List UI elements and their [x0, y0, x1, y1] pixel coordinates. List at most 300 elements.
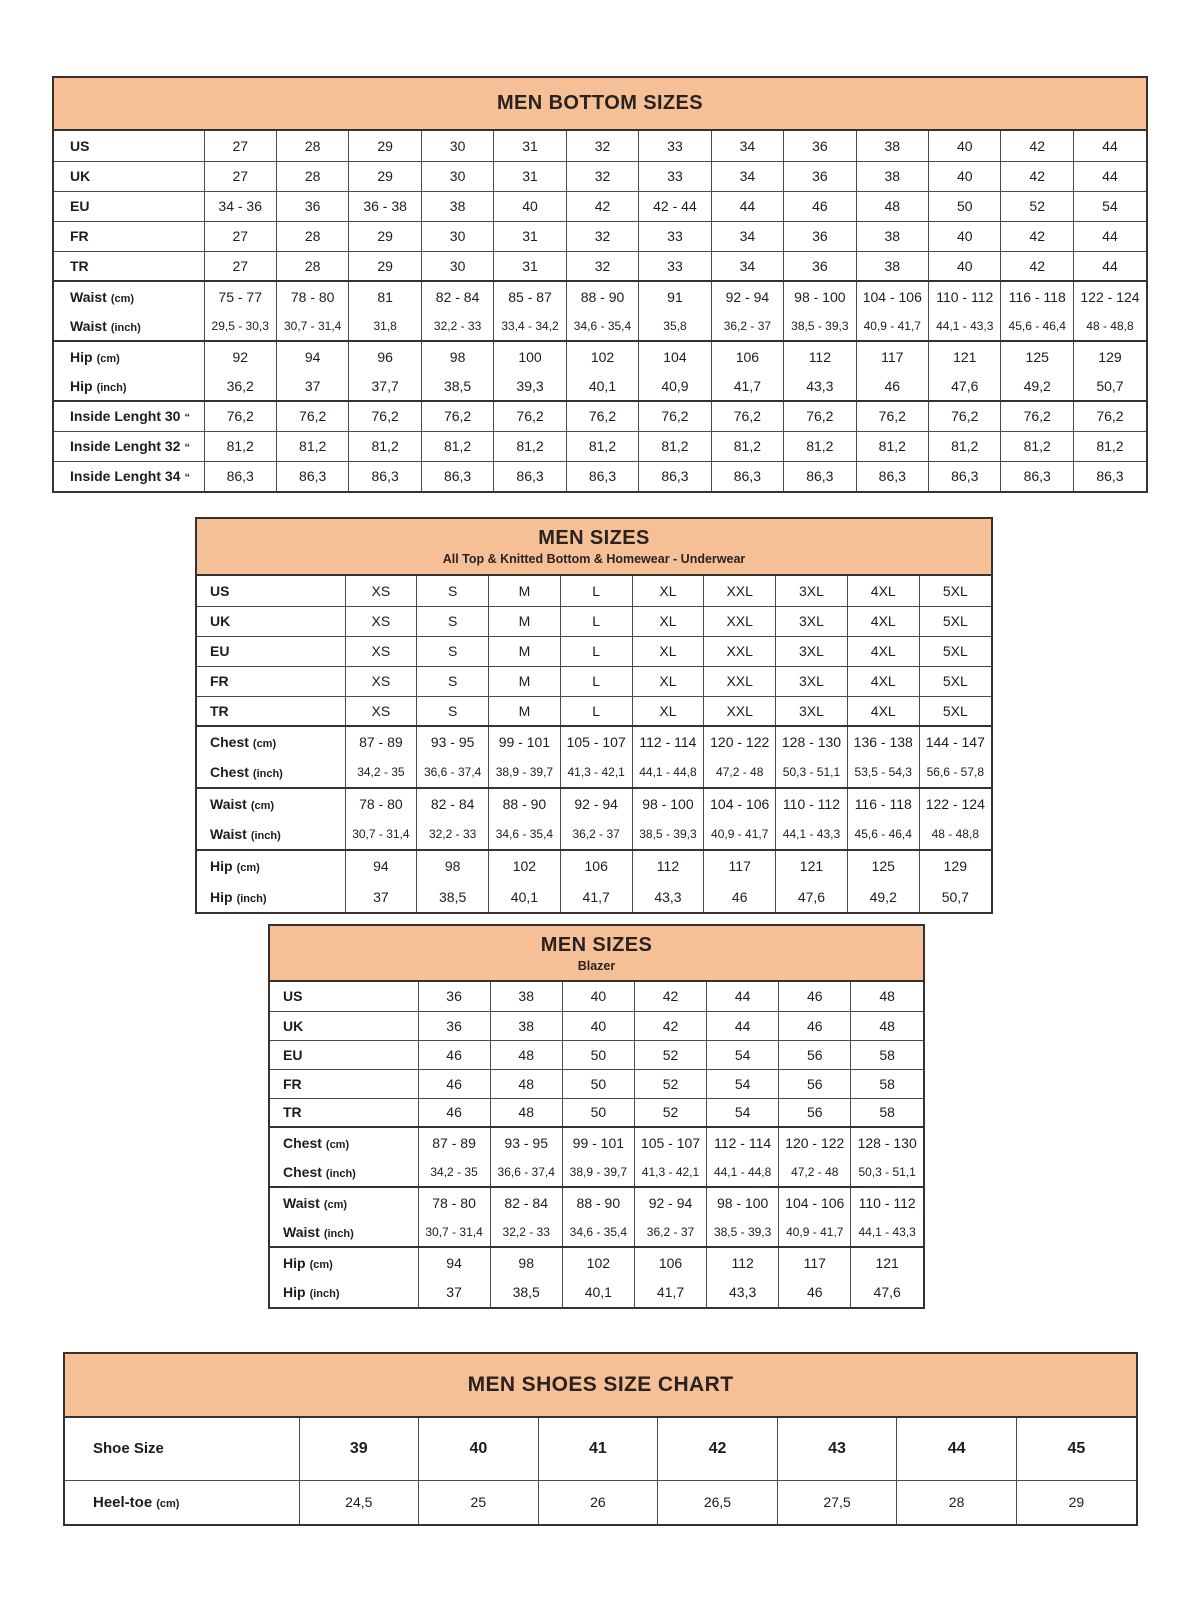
row-label: TR [70, 257, 89, 274]
table-row [54, 371, 1146, 401]
value-cell: 129 [1073, 341, 1146, 371]
value-cell: 56,6 - 57,8 [919, 757, 991, 788]
table-row [197, 726, 991, 757]
value-cell: 37 [418, 1277, 490, 1307]
row-label: Chest [210, 734, 249, 750]
value-cell: 52 [634, 1098, 706, 1127]
value-cell: 29 [349, 251, 421, 281]
value-cell: 128 - 130 [851, 1127, 923, 1157]
value-cell: 25 [419, 1480, 539, 1524]
value-cell: 3XL [776, 696, 848, 726]
value-cell: 92 - 94 [711, 281, 783, 311]
table-header [54, 78, 1146, 131]
value-cell: 3XL [776, 606, 848, 636]
value-cell: 48 [851, 982, 923, 1011]
value-cell: L [560, 576, 632, 606]
value-cell: 46 [418, 1069, 490, 1098]
value-cell: 81,2 [349, 431, 421, 461]
table-row [270, 1217, 923, 1247]
value-cell: 32 [566, 251, 638, 281]
value-cell: 38 [490, 1011, 562, 1040]
value-cell: 112 - 114 [632, 726, 704, 757]
value-cell: 75 - 77 [204, 281, 276, 311]
men-sizes-blazer-table [268, 924, 925, 1309]
men-bottom-sizes-table [52, 76, 1148, 493]
value-cell: 33 [639, 251, 711, 281]
row-label-cell [270, 1277, 418, 1307]
value-cell: 86,3 [421, 461, 493, 491]
table-subtitle: Blazer [577, 958, 616, 973]
value-cell: 98 - 100 [632, 788, 704, 819]
value-cell: 76,2 [276, 401, 348, 431]
row-unit: (cm) [110, 292, 135, 305]
value-cell: 5XL [919, 606, 991, 636]
value-cell: 98 [417, 850, 489, 881]
value-cell: 104 - 106 [704, 788, 776, 819]
value-cell: 34,2 - 35 [418, 1157, 490, 1187]
value-cell: 48 [851, 1011, 923, 1040]
table-row [197, 636, 991, 666]
row-label: Waist [210, 826, 247, 842]
value-cell: 54 [707, 1069, 779, 1098]
value-cell: L [560, 636, 632, 666]
value-cell: XXL [704, 576, 776, 606]
value-cell: 76,2 [1073, 401, 1146, 431]
value-cell: 86,3 [1073, 461, 1146, 491]
value-cell: 29 [1016, 1480, 1136, 1524]
value-cell: 36,2 - 37 [560, 819, 632, 850]
value-cell: 28 [276, 131, 348, 161]
value-cell: 27,5 [777, 1480, 897, 1524]
row-label: Hip [283, 1254, 306, 1271]
row-label: UK [70, 168, 91, 184]
row-label: Chest [283, 1163, 322, 1180]
value-cell: 121 [851, 1247, 923, 1277]
row-label: Waist [283, 1223, 320, 1240]
row-label: EU [283, 1046, 303, 1063]
value-cell: L [560, 606, 632, 636]
row-unit: “ [184, 442, 190, 454]
value-cell: 76,2 [711, 401, 783, 431]
men-sizes-tops-table [195, 517, 993, 914]
value-cell: XXL [704, 636, 776, 666]
table-row [54, 431, 1146, 461]
value-cell: 82 - 84 [421, 281, 493, 311]
value-cell: 46 [779, 982, 851, 1011]
table-row [270, 982, 923, 1011]
value-cell: 30,7 - 31,4 [276, 311, 348, 341]
row-label-cell [54, 341, 204, 371]
value-cell: 58 [851, 1069, 923, 1098]
value-cell: 32 [566, 131, 638, 161]
value-cell: 34 - 36 [204, 191, 276, 221]
value-cell: 86,3 [711, 461, 783, 491]
table-row [270, 1247, 923, 1277]
value-cell: 50,7 [1073, 371, 1146, 401]
value-cell: 81,2 [1073, 431, 1146, 461]
value-cell: 48 [490, 1069, 562, 1098]
value-cell: 36 [784, 131, 856, 161]
value-cell: 47,6 [851, 1277, 923, 1307]
value-cell: 36 [418, 1011, 490, 1040]
row-label-cell [270, 1098, 418, 1127]
value-cell: 99 - 101 [562, 1127, 634, 1157]
row-label-cell [197, 576, 345, 606]
value-cell: 28 [897, 1480, 1017, 1524]
value-cell: 125 [847, 850, 919, 881]
row-label-cell [197, 881, 345, 912]
value-cell: 110 - 112 [929, 281, 1001, 311]
value-cell: 56 [779, 1098, 851, 1127]
row-label-cell [270, 1217, 418, 1247]
value-cell: 4XL [847, 576, 919, 606]
value-cell: L [560, 666, 632, 696]
row-label-cell [54, 311, 204, 341]
value-cell: 81,2 [639, 431, 711, 461]
value-cell: 44,1 - 43,3 [929, 311, 1001, 341]
value-cell: 98 [490, 1247, 562, 1277]
value-cell: 46 [779, 1011, 851, 1040]
value-cell: 24,5 [299, 1480, 419, 1524]
value-cell: 120 - 122 [779, 1127, 851, 1157]
value-cell: 47,2 - 48 [704, 757, 776, 788]
value-cell: 38,5 - 39,3 [632, 819, 704, 850]
value-cell: 122 - 124 [1073, 281, 1146, 311]
value-cell: 36,6 - 37,4 [490, 1157, 562, 1187]
value-cell: 37 [345, 881, 417, 912]
row-label: Inside Lenght 34 [70, 468, 181, 485]
value-cell: 44 [711, 191, 783, 221]
value-cell: 36,2 - 37 [634, 1217, 706, 1247]
value-cell: 34 [711, 161, 783, 191]
value-cell: 41,7 [560, 881, 632, 912]
value-cell: 5XL [919, 666, 991, 696]
row-label: Heel-toe [93, 1493, 153, 1511]
value-cell: 29 [349, 131, 421, 161]
value-cell: 42 [658, 1418, 778, 1480]
value-cell: 26 [538, 1480, 658, 1524]
value-cell: 4XL [847, 606, 919, 636]
value-cell: 92 - 94 [634, 1187, 706, 1217]
row-label-cell [270, 982, 418, 1011]
value-cell: 52 [1001, 191, 1073, 221]
value-cell: 34 [711, 221, 783, 251]
value-cell: M [489, 606, 561, 636]
value-cell: 34 [711, 131, 783, 161]
value-cell: XL [632, 696, 704, 726]
table-row [197, 696, 991, 726]
value-cell: 43,3 [784, 371, 856, 401]
value-cell: 38,5 [421, 371, 493, 401]
value-cell: 32,2 - 33 [417, 819, 489, 850]
value-cell: 81,2 [421, 431, 493, 461]
value-cell: 112 [707, 1247, 779, 1277]
table-row [270, 1040, 923, 1069]
value-cell: 81,2 [276, 431, 348, 461]
value-cell: M [489, 696, 561, 726]
value-cell: 86,3 [929, 461, 1001, 491]
value-cell: 33,4 - 34,2 [494, 311, 566, 341]
row-unit: (inch) [250, 830, 281, 842]
value-cell: 36,2 - 37 [711, 311, 783, 341]
value-cell: 86,3 [1001, 461, 1073, 491]
value-cell: 76,2 [929, 401, 1001, 431]
value-cell: 40 [562, 1011, 634, 1040]
value-cell: 106 [560, 850, 632, 881]
value-cell: 92 [204, 341, 276, 371]
table-row [270, 1187, 923, 1217]
row-unit: (inch) [323, 1227, 354, 1240]
table-row [197, 757, 991, 788]
value-cell: 32,2 - 33 [421, 311, 493, 341]
value-cell: XXL [704, 666, 776, 696]
value-cell: 38 [490, 982, 562, 1011]
value-cell: 102 [562, 1247, 634, 1277]
value-cell: 47,6 [776, 881, 848, 912]
value-cell: M [489, 636, 561, 666]
value-cell: 94 [418, 1247, 490, 1277]
value-cell: 3XL [776, 576, 848, 606]
row-label: Waist [210, 796, 247, 812]
value-cell: 43,3 [632, 881, 704, 912]
value-cell: 102 [489, 850, 561, 881]
value-cell: 3XL [776, 636, 848, 666]
table-header [65, 1354, 1136, 1418]
value-cell: 98 [421, 341, 493, 371]
row-label: TR [210, 702, 229, 719]
value-cell: 48 [856, 191, 928, 221]
row-label-cell [270, 1187, 418, 1217]
value-cell: 45,6 - 46,4 [847, 819, 919, 850]
value-cell: XS [345, 606, 417, 636]
table-title: MEN SIZES [540, 933, 653, 956]
row-unit: (inch) [309, 1288, 340, 1300]
value-cell: 86,3 [349, 461, 421, 491]
value-cell: 50,7 [919, 881, 991, 912]
row-unit: (cm) [236, 862, 260, 874]
value-cell: 81,2 [711, 431, 783, 461]
value-cell: XS [345, 696, 417, 726]
row-label: Inside Lenght 32 [70, 438, 181, 454]
value-cell: 46 [704, 881, 776, 912]
value-cell: 36 [784, 161, 856, 191]
table-row [270, 1011, 923, 1040]
row-label: Inside Lenght 30 [70, 408, 181, 425]
value-cell: 42 [566, 191, 638, 221]
row-label-cell [270, 1011, 418, 1040]
value-cell: 30 [421, 251, 493, 281]
value-cell: 46 [784, 191, 856, 221]
table-title: MEN BOTTOM SIZES [496, 92, 704, 114]
table-row [270, 1069, 923, 1098]
value-cell: 86,3 [639, 461, 711, 491]
value-cell: 44,1 - 43,3 [776, 819, 848, 850]
value-cell: 46 [418, 1098, 490, 1127]
row-label-cell [197, 606, 345, 636]
value-cell: 81,2 [1001, 431, 1073, 461]
table-row [197, 606, 991, 636]
row-label-cell [197, 666, 345, 696]
value-cell: XS [345, 636, 417, 666]
value-cell: 42 [1001, 221, 1073, 251]
value-cell: 54 [707, 1098, 779, 1127]
size-table [270, 982, 923, 1307]
row-unit: “ [184, 412, 190, 425]
value-cell: 36 [784, 251, 856, 281]
value-cell: 27 [204, 161, 276, 191]
value-cell: 93 - 95 [417, 726, 489, 757]
value-cell: 104 - 106 [779, 1187, 851, 1217]
value-cell: 121 [929, 341, 1001, 371]
row-unit: (inch) [96, 381, 127, 394]
value-cell: 76,2 [856, 401, 928, 431]
table-row [54, 221, 1146, 251]
value-cell: XXL [704, 696, 776, 726]
value-cell: 86,3 [494, 461, 566, 491]
row-label: Hip [210, 888, 233, 905]
value-cell: 44,1 - 43,3 [851, 1217, 923, 1247]
value-cell: 40,9 - 41,7 [779, 1217, 851, 1247]
value-cell: 78 - 80 [345, 788, 417, 819]
row-label-cell [270, 1247, 418, 1277]
value-cell: 31 [494, 161, 566, 191]
value-cell: 98 - 100 [784, 281, 856, 311]
value-cell: 50 [562, 1069, 634, 1098]
row-label-cell [54, 131, 204, 161]
value-cell: 42 [1001, 131, 1073, 161]
table-row [54, 341, 1146, 371]
value-cell: 99 - 101 [489, 726, 561, 757]
value-cell: XS [345, 576, 417, 606]
value-cell: 41 [538, 1418, 658, 1480]
value-cell: 112 - 114 [707, 1127, 779, 1157]
value-cell: 31,8 [349, 311, 421, 341]
value-cell: 45,6 - 46,4 [1001, 311, 1073, 341]
value-cell: 86,3 [856, 461, 928, 491]
row-label-cell [270, 1040, 418, 1069]
value-cell: 106 [711, 341, 783, 371]
table-row [54, 281, 1146, 311]
row-label-cell [54, 371, 204, 401]
value-cell: 34,2 - 35 [345, 757, 417, 788]
table-row [197, 881, 991, 912]
value-cell: 48 - 48,8 [919, 819, 991, 850]
value-cell: 117 [856, 341, 928, 371]
value-cell: 4XL [847, 636, 919, 666]
value-cell: 120 - 122 [704, 726, 776, 757]
table-row [65, 1418, 1136, 1480]
value-cell: 38,5 - 39,3 [707, 1217, 779, 1247]
row-label-cell [65, 1418, 299, 1480]
value-cell: 36 [418, 982, 490, 1011]
value-cell: XL [632, 576, 704, 606]
value-cell: 44 [707, 1011, 779, 1040]
value-cell: 88 - 90 [562, 1187, 634, 1217]
value-cell: 44,1 - 44,8 [632, 757, 704, 788]
row-label-cell [197, 636, 345, 666]
value-cell: 31 [494, 131, 566, 161]
value-cell: 56 [779, 1040, 851, 1069]
table-row [54, 251, 1146, 281]
table-row [270, 1277, 923, 1307]
row-label: UK [210, 613, 231, 629]
value-cell: 40 [929, 131, 1001, 161]
row-label-cell [65, 1480, 299, 1524]
row-label: EU [210, 643, 230, 659]
value-cell: 28 [276, 221, 348, 251]
value-cell: S [417, 696, 489, 726]
value-cell: 34,6 - 35,4 [562, 1217, 634, 1247]
value-cell: 56 [779, 1069, 851, 1098]
row-label-cell [54, 191, 204, 221]
value-cell: 104 - 106 [856, 281, 928, 311]
value-cell: 32,2 - 33 [490, 1217, 562, 1247]
value-cell: 76,2 [566, 401, 638, 431]
value-cell: 96 [349, 341, 421, 371]
row-label: FR [70, 228, 89, 244]
value-cell: 110 - 112 [851, 1187, 923, 1217]
value-cell: 91 [639, 281, 711, 311]
value-cell: 40,9 - 41,7 [704, 819, 776, 850]
row-label: Hip [70, 377, 93, 394]
value-cell: 5XL [919, 576, 991, 606]
value-cell: 58 [851, 1040, 923, 1069]
value-cell: 40,9 - 41,7 [856, 311, 928, 341]
value-cell: 40 [929, 161, 1001, 191]
value-cell: M [489, 576, 561, 606]
row-label: EU [70, 198, 90, 214]
value-cell: 88 - 90 [489, 788, 561, 819]
value-cell: 31 [494, 221, 566, 251]
value-cell: 38,9 - 39,7 [489, 757, 561, 788]
value-cell: 136 - 138 [847, 726, 919, 757]
value-cell: 78 - 80 [418, 1187, 490, 1217]
value-cell: 4XL [847, 696, 919, 726]
value-cell: 87 - 89 [418, 1127, 490, 1157]
row-label: Waist [70, 317, 107, 334]
value-cell: 34 [711, 251, 783, 281]
value-cell: 29,5 - 30,3 [204, 311, 276, 341]
value-cell: 38,5 - 39,3 [784, 311, 856, 341]
value-cell: 36 [784, 221, 856, 251]
value-cell: 44 [1073, 251, 1146, 281]
value-cell: 76,2 [1001, 401, 1073, 431]
value-cell: 38 [421, 191, 493, 221]
value-cell: 50 [562, 1040, 634, 1069]
table-subtitle: All Top & Knitted Bottom & Homewear - Underwear [442, 552, 746, 566]
value-cell: 116 - 118 [1001, 281, 1073, 311]
value-cell: 48 [490, 1098, 562, 1127]
row-unit: (cm) [309, 1258, 333, 1271]
row-label: US [70, 137, 90, 154]
value-cell: 30 [421, 161, 493, 191]
value-cell: 98 - 100 [707, 1187, 779, 1217]
value-cell: 129 [919, 850, 991, 881]
value-cell: 34,6 - 35,4 [489, 819, 561, 850]
value-cell: 47,2 - 48 [779, 1157, 851, 1187]
value-cell: 37,7 [349, 371, 421, 401]
row-label: Waist [70, 288, 107, 305]
value-cell: 76,2 [494, 401, 566, 431]
row-label-cell [197, 696, 345, 726]
value-cell: 52 [634, 1069, 706, 1098]
value-cell: 76,2 [421, 401, 493, 431]
row-label: Hip [70, 348, 93, 365]
value-cell: XXL [704, 606, 776, 636]
value-cell: 49,2 [1001, 371, 1073, 401]
value-cell: 117 [779, 1247, 851, 1277]
value-cell: 35,8 [639, 311, 711, 341]
